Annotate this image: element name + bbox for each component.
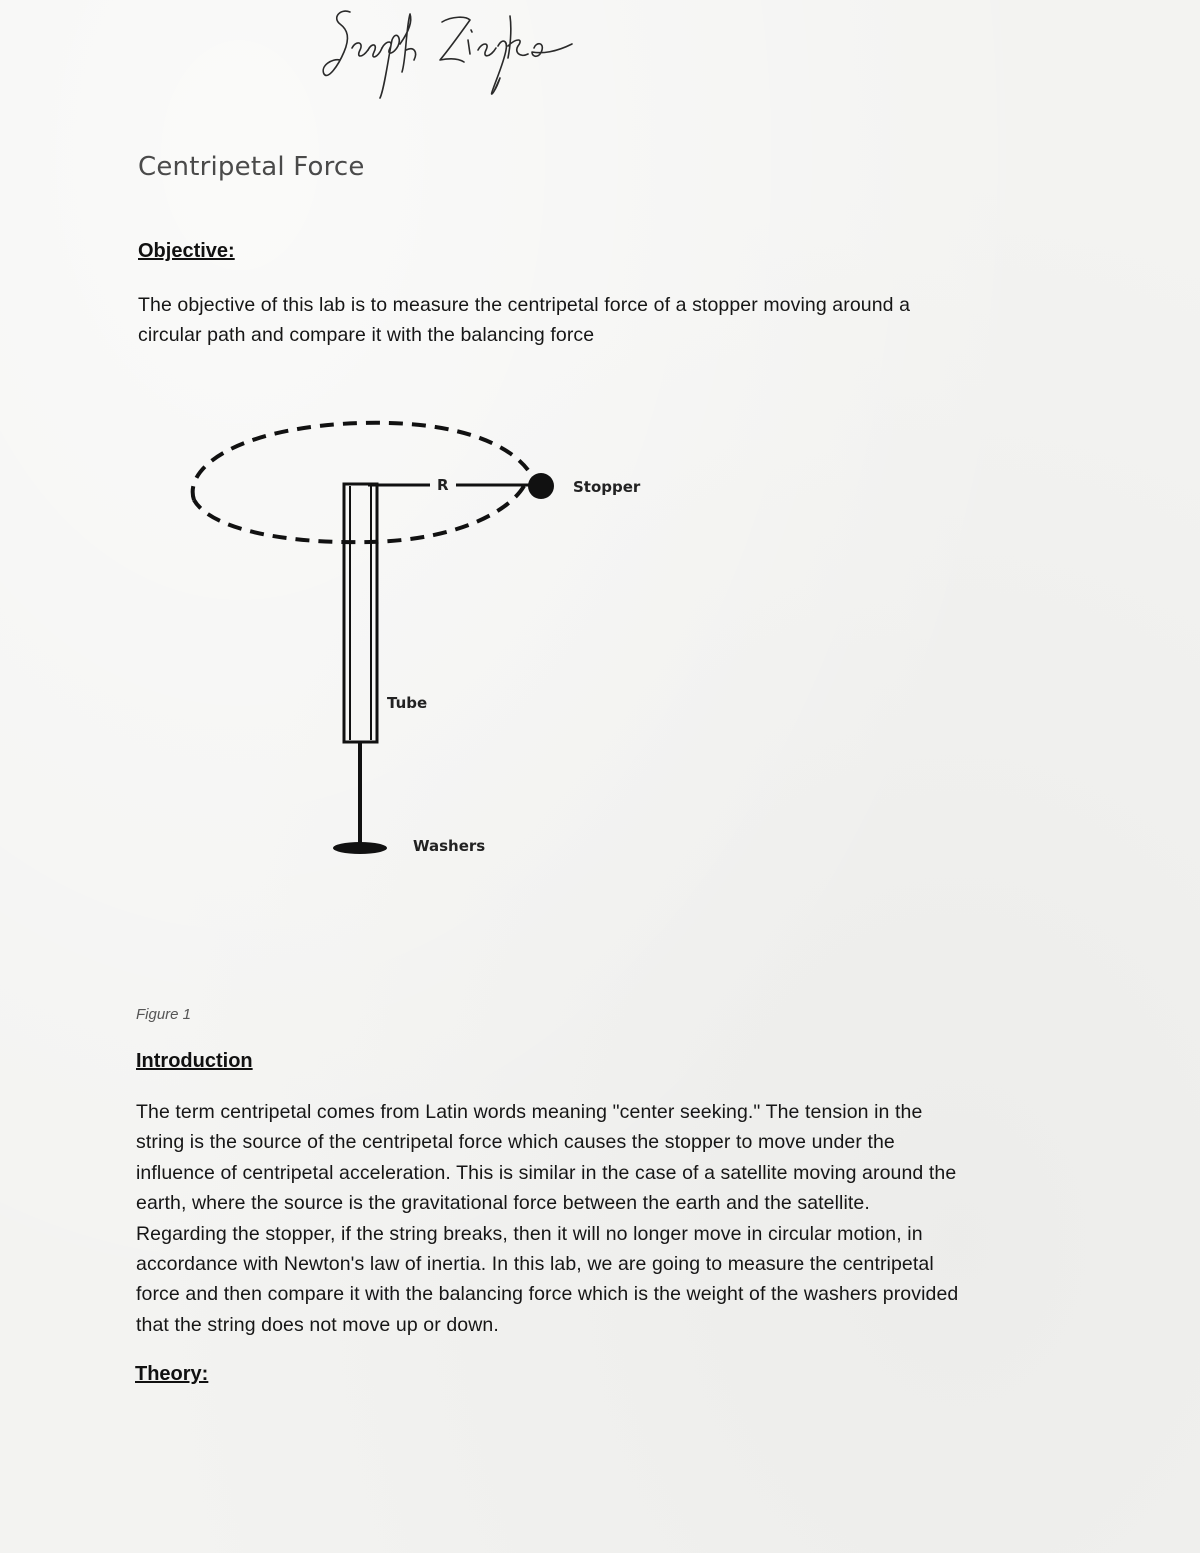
objective-line: The objective of this lab is to measure the centripetal force of a stopper moving around a bbox=[138, 294, 911, 316]
centripetal-force-diagram bbox=[180, 400, 660, 880]
tube-label: Tube bbox=[387, 694, 428, 712]
introduction-line: earth, where the source is the gravitational force between the earth and the satellite. bbox=[136, 1192, 870, 1215]
introduction-line: accordance with Newton's law of inertia. In this lab, we are going to measure the centripetal bbox=[136, 1253, 934, 1276]
introduction-paragraph bbox=[136, 1097, 958, 1340]
objective-heading: Objective: bbox=[138, 240, 235, 262]
tube bbox=[344, 484, 377, 742]
figure-caption: Figure 1 bbox=[136, 1006, 192, 1023]
introduction-line: force and then compare it with the balancing force which is the weight of the washers provided bbox=[136, 1283, 959, 1306]
introduction-line: string is the source of the centripetal force which causes the stopper to move under the bbox=[136, 1131, 895, 1154]
washers-label: Washers bbox=[413, 837, 486, 855]
radius-label: R bbox=[437, 476, 449, 494]
introduction-line: The term centripetal comes from Latin words meaning "center seeking." The tension in the bbox=[136, 1101, 923, 1123]
objective-paragraph bbox=[138, 290, 910, 351]
circular-path-front bbox=[194, 486, 524, 542]
theory-heading: Theory: bbox=[135, 1363, 209, 1385]
document-title: Centripetal Force bbox=[138, 152, 365, 182]
introduction-line: Regarding the stopper, if the string breaks, then it will no longer move in circular motion, in bbox=[136, 1222, 923, 1245]
objective-line: circular path and compare it with the balancing force bbox=[138, 324, 595, 347]
circular-path-back bbox=[193, 423, 528, 500]
introduction-heading: Introduction bbox=[136, 1050, 253, 1072]
introduction-line: that the string does not move up or down. bbox=[136, 1313, 499, 1336]
stopper-label: Stopper bbox=[573, 478, 641, 496]
handwritten-signature bbox=[310, 0, 600, 110]
washers-mass bbox=[333, 842, 387, 854]
introduction-line: influence of centripetal acceleration. This is similar in the case of a satellite moving around the bbox=[136, 1161, 957, 1184]
stopper-mass bbox=[528, 473, 554, 499]
